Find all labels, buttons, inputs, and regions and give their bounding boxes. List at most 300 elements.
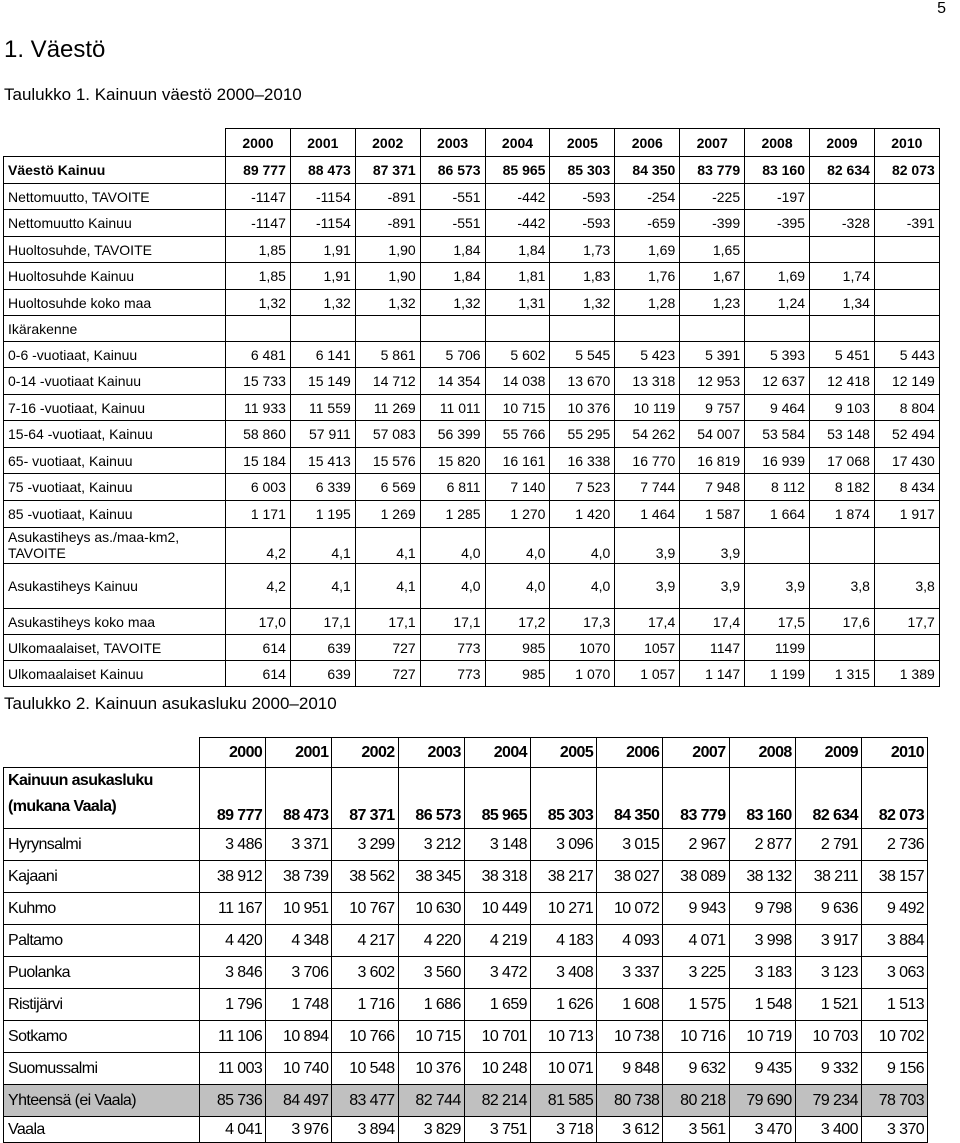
table-cell: 53 148 [810, 421, 875, 448]
row-label: 85 -vuotiaat, Kainuu [4, 501, 226, 528]
table-cell: 1 389 [874, 661, 939, 687]
year-header: 2005 [530, 738, 596, 768]
table-cell: 9 332 [795, 1053, 861, 1085]
table-cell: 17,0 [226, 609, 291, 635]
table-cell: 1,85 [226, 263, 291, 290]
table-cell: 4,1 [290, 528, 355, 564]
table-row [4, 635, 940, 661]
table-cell: 1 659 [464, 989, 530, 1021]
table-cell: 985 [485, 635, 550, 661]
table-cell: 16 770 [615, 448, 680, 474]
table-cell: 4 219 [464, 925, 530, 957]
table-cell: 10 703 [795, 1021, 861, 1053]
table-row [4, 474, 940, 501]
table-row [4, 989, 928, 1021]
row-label: 0-14 -vuotiaat Kainuu [4, 368, 226, 395]
table-cell: 3 212 [398, 829, 464, 861]
table-cell: 6 811 [420, 474, 485, 501]
table-cell: 3 884 [861, 925, 927, 957]
table-cell: 1,85 [226, 237, 291, 263]
table-cell [874, 528, 939, 564]
row-label: Väestö Kainuu [4, 157, 226, 184]
table-row [4, 1085, 928, 1117]
year-header: 2007 [663, 738, 729, 768]
table-cell: 773 [420, 661, 485, 687]
table-cell: 4,0 [420, 528, 485, 564]
table-cell: -551 [420, 210, 485, 237]
municipality-table [3, 737, 928, 1143]
table-cell: -254 [615, 184, 680, 210]
table-cell: 15 149 [290, 368, 355, 395]
table-cell: 10 738 [597, 1021, 663, 1053]
table-cell: 1 315 [810, 661, 875, 687]
year-header: 2005 [550, 129, 615, 157]
table-cell: 10 951 [266, 893, 332, 925]
row-label: Sotkamo [4, 1021, 200, 1053]
table-cell: 54 007 [680, 421, 745, 448]
table-cell: 17,1 [290, 609, 355, 635]
table-cell: 17,4 [615, 609, 680, 635]
table-cell: 10 630 [398, 893, 464, 925]
table-row [4, 528, 940, 564]
table-cell: 83 160 [745, 157, 810, 184]
table-cell: 1 199 [745, 661, 810, 687]
table-cell: 9 848 [597, 1053, 663, 1085]
table-cell: 10 715 [398, 1021, 464, 1053]
table-cell: 1 796 [200, 989, 266, 1021]
year-header: 2008 [745, 129, 810, 157]
table-cell: 1 587 [680, 501, 745, 528]
year-header: 2003 [398, 738, 464, 768]
table-cell: 11 011 [420, 395, 485, 421]
table-cell: 614 [226, 635, 291, 661]
table-cell: 52 494 [874, 421, 939, 448]
table-cell: 9 492 [861, 893, 927, 925]
population-table [3, 128, 940, 687]
table-cell: 11 933 [226, 395, 291, 421]
table-cell: 3 096 [530, 829, 596, 861]
year-header: 2000 [200, 738, 266, 768]
table-row [4, 1021, 928, 1053]
table-row [4, 263, 940, 290]
year-header: 2004 [485, 129, 550, 157]
table-cell [420, 316, 485, 342]
table-cell: 3,9 [680, 528, 745, 564]
table-cell: 1,67 [680, 263, 745, 290]
table-cell: 3 370 [861, 1117, 927, 1143]
table-cell: 88 473 [266, 768, 332, 829]
table-cell: 4,1 [355, 564, 420, 609]
table-cell: 4 220 [398, 925, 464, 957]
table-cell: 11 106 [200, 1021, 266, 1053]
table-cell [810, 316, 875, 342]
table-cell: 9 636 [795, 893, 861, 925]
table-cell: 15 184 [226, 448, 291, 474]
table-cell [680, 316, 745, 342]
table-cell: 639 [290, 661, 355, 687]
table-row [4, 237, 940, 263]
table-cell: 55 295 [550, 421, 615, 448]
table-row [4, 957, 928, 989]
table-cell: 57 911 [290, 421, 355, 448]
table-cell: 3 998 [729, 925, 795, 957]
table-cell: 1,69 [745, 263, 810, 290]
table-cell: 1 070 [550, 661, 615, 687]
table-cell [290, 316, 355, 342]
year-header: 2000 [226, 129, 291, 157]
table-cell: 7 744 [615, 474, 680, 501]
table-cell: 1 171 [226, 501, 291, 528]
table-cell: 3,8 [874, 564, 939, 609]
table-cell: 3 371 [266, 829, 332, 861]
year-header: 2004 [464, 738, 530, 768]
table-cell: 16 161 [485, 448, 550, 474]
table-cell: 17,5 [745, 609, 810, 635]
table-cell: 81 585 [530, 1085, 596, 1117]
table-cell: 1,81 [485, 263, 550, 290]
table-cell: 3,9 [615, 528, 680, 564]
table-cell: 17 068 [810, 448, 875, 474]
table-cell: 1199 [745, 635, 810, 661]
table-cell: 3 183 [729, 957, 795, 989]
table-cell: 15 733 [226, 368, 291, 395]
table-cell: 17,1 [420, 609, 485, 635]
table-row [4, 290, 940, 316]
row-label: Huoltosuhde koko maa [4, 290, 226, 316]
table-cell: 1 420 [550, 501, 615, 528]
table-cell: 9 943 [663, 893, 729, 925]
year-header: 2002 [355, 129, 420, 157]
table-cell: 38 211 [795, 861, 861, 893]
year-header: 2003 [420, 129, 485, 157]
table-cell: 82 073 [861, 768, 927, 829]
table-row [4, 501, 940, 528]
table-cell: 1147 [680, 635, 745, 661]
table-cell: -1147 [226, 210, 291, 237]
row-label: Nettomuutto, TAVOITE [4, 184, 226, 210]
page-number: 5 [937, 0, 946, 17]
table-cell: 1 285 [420, 501, 485, 528]
table-cell: 17,4 [680, 609, 745, 635]
table-row [4, 210, 940, 237]
table-row [4, 368, 940, 395]
table-cell: 87 371 [332, 768, 398, 829]
table-cell: 11 003 [200, 1053, 266, 1085]
table-cell: 58 860 [226, 421, 291, 448]
table-cell: 89 777 [226, 157, 291, 184]
table-cell: 1,32 [355, 290, 420, 316]
table-cell: -891 [355, 210, 420, 237]
table-cell [810, 237, 875, 263]
table-cell: 17 430 [874, 448, 939, 474]
table1-caption: Taulukko 1. Kainuun väestö 2000–2010 [4, 85, 302, 104]
table-cell: 11 559 [290, 395, 355, 421]
table2-corner-cell [4, 738, 200, 768]
table-cell: 1 521 [795, 989, 861, 1021]
table-cell: 3 846 [200, 957, 266, 989]
table-cell: 1 686 [398, 989, 464, 1021]
table-cell: 4 041 [200, 1117, 266, 1143]
table-cell: -399 [680, 210, 745, 237]
table-cell: 4,1 [290, 564, 355, 609]
table-cell: -442 [485, 210, 550, 237]
table-cell: 1 513 [861, 989, 927, 1021]
table-cell: 1,28 [615, 290, 680, 316]
table-cell: 1,74 [810, 263, 875, 290]
table-cell: 1057 [615, 635, 680, 661]
table-row [4, 925, 928, 957]
table-cell: 6 569 [355, 474, 420, 501]
table-cell: 10 248 [464, 1053, 530, 1085]
table-cell: 38 132 [729, 861, 795, 893]
table-row [4, 661, 940, 687]
table-cell: 15 413 [290, 448, 355, 474]
table-cell: 5 545 [550, 342, 615, 368]
table-cell: 1,32 [290, 290, 355, 316]
table-cell: 3 561 [663, 1117, 729, 1143]
row-label: Ulkomaalaiset Kainuu [4, 661, 226, 687]
table-cell: 80 218 [663, 1085, 729, 1117]
table-cell: 1070 [550, 635, 615, 661]
table-cell: 85 303 [550, 157, 615, 184]
table-row [4, 316, 940, 342]
table-cell [745, 237, 810, 263]
table-cell: 1,76 [615, 263, 680, 290]
row-label: Hyrynsalmi [4, 829, 200, 861]
table-cell: 9 798 [729, 893, 795, 925]
table-cell: 87 371 [355, 157, 420, 184]
table-cell: 38 318 [464, 861, 530, 893]
table-cell: 3 894 [332, 1117, 398, 1143]
table-cell: 9 103 [810, 395, 875, 421]
table-cell [874, 316, 939, 342]
table-cell: 10 740 [266, 1053, 332, 1085]
table-cell: 82 214 [464, 1085, 530, 1117]
table-cell: 1,32 [226, 290, 291, 316]
table-cell: 10 766 [332, 1021, 398, 1053]
table-cell: 8 182 [810, 474, 875, 501]
table-cell: 54 262 [615, 421, 680, 448]
table-cell: 1,32 [550, 290, 615, 316]
year-header: 2001 [266, 738, 332, 768]
table-cell: 16 939 [745, 448, 810, 474]
table-cell [615, 316, 680, 342]
table-cell [355, 316, 420, 342]
table-cell: 9 757 [680, 395, 745, 421]
table-cell: 3 408 [530, 957, 596, 989]
table-cell: 38 345 [398, 861, 464, 893]
row-label: Asukastiheys Kainuu [4, 564, 226, 609]
year-header: 2010 [874, 129, 939, 157]
table-cell: 3 472 [464, 957, 530, 989]
table-cell: 1 626 [530, 989, 596, 1021]
table-cell: 6 481 [226, 342, 291, 368]
table-row [4, 1053, 928, 1085]
year-header: 2010 [861, 738, 927, 768]
table-cell: 8 804 [874, 395, 939, 421]
row-label: Ristijärvi [4, 989, 200, 1021]
table-cell: 85 965 [464, 768, 530, 829]
table-cell: -593 [550, 210, 615, 237]
table-cell: 5 861 [355, 342, 420, 368]
table-row [4, 829, 928, 861]
table-cell: 6 141 [290, 342, 355, 368]
table-row [4, 342, 940, 368]
table-cell: 16 819 [680, 448, 745, 474]
row-label: 7-16 -vuotiaat, Kainuu [4, 395, 226, 421]
table-cell: 4,0 [485, 528, 550, 564]
table-cell: 3 486 [200, 829, 266, 861]
table-cell: 10 713 [530, 1021, 596, 1053]
table-cell: 3 299 [332, 829, 398, 861]
table-cell: 1,90 [355, 263, 420, 290]
table-cell: 3 148 [464, 829, 530, 861]
table-cell: 1 270 [485, 501, 550, 528]
row-label: Nettomuutto Kainuu [4, 210, 226, 237]
table-cell: 1,91 [290, 237, 355, 263]
row-label: Vaala [4, 1117, 200, 1143]
table-cell: 80 738 [597, 1085, 663, 1117]
table1-corner-cell [4, 129, 226, 157]
table-cell: 12 953 [680, 368, 745, 395]
table-cell: 1 575 [663, 989, 729, 1021]
table-cell: 10 548 [332, 1053, 398, 1085]
table-cell: 85 736 [200, 1085, 266, 1117]
table-row [4, 421, 940, 448]
table-cell: 985 [485, 661, 550, 687]
table-cell: 84 350 [597, 768, 663, 829]
table-cell: 56 399 [420, 421, 485, 448]
table-cell: 9 156 [861, 1053, 927, 1085]
table-cell: 8 434 [874, 474, 939, 501]
table-cell: 11 167 [200, 893, 266, 925]
table-cell: 86 573 [420, 157, 485, 184]
row-label: 65- vuotiaat, Kainuu [4, 448, 226, 474]
year-header: 2002 [332, 738, 398, 768]
row-label: Kuhmo [4, 893, 200, 925]
table-cell: 14 038 [485, 368, 550, 395]
table-cell [745, 316, 810, 342]
table-cell: 1,24 [745, 290, 810, 316]
table-cell: 38 027 [597, 861, 663, 893]
table-cell [874, 263, 939, 290]
row-label: Paltamo [4, 925, 200, 957]
table-cell: 10 715 [485, 395, 550, 421]
table-cell: 9 464 [745, 395, 810, 421]
table-cell [874, 184, 939, 210]
table-cell: 10 702 [861, 1021, 927, 1053]
table-cell: 3 337 [597, 957, 663, 989]
table-cell: 38 157 [861, 861, 927, 893]
table-cell: 1 195 [290, 501, 355, 528]
table-cell: 3 602 [332, 957, 398, 989]
table-cell [874, 237, 939, 263]
row-label: 0-6 -vuotiaat, Kainuu [4, 342, 226, 368]
table-cell: 1,31 [485, 290, 550, 316]
table-cell: 14 712 [355, 368, 420, 395]
table1-header-row [4, 129, 940, 157]
table-cell: 1,91 [290, 263, 355, 290]
table-cell: 2 791 [795, 829, 861, 861]
table-cell: 2 967 [663, 829, 729, 861]
table-cell: -1154 [290, 184, 355, 210]
table-cell: 17,3 [550, 609, 615, 635]
table-cell: 83 160 [729, 768, 795, 829]
row-label: Kainuun asukasluku (mukana Vaala) [4, 768, 200, 829]
table-cell: 55 766 [485, 421, 550, 448]
table-cell: 79 234 [795, 1085, 861, 1117]
table-cell: 1 057 [615, 661, 680, 687]
table-cell: 10 449 [464, 893, 530, 925]
table-cell: 1,83 [550, 263, 615, 290]
table-cell: 10 376 [550, 395, 615, 421]
table-cell: 17,7 [874, 609, 939, 635]
table-cell: 1 664 [745, 501, 810, 528]
table-cell [745, 528, 810, 564]
year-header: 2007 [680, 129, 745, 157]
table-cell: 1,84 [420, 263, 485, 290]
table-row [4, 157, 940, 184]
table-cell: 12 637 [745, 368, 810, 395]
table-cell: 1,73 [550, 237, 615, 263]
table-cell: 4 093 [597, 925, 663, 957]
table-cell: 10 719 [729, 1021, 795, 1053]
table-cell: 10 071 [530, 1053, 596, 1085]
table2-caption: Taulukko 2. Kainuun asukasluku 2000–2010 [4, 694, 337, 713]
table-cell: 4 420 [200, 925, 266, 957]
table-cell: 83 779 [663, 768, 729, 829]
table-cell: -659 [615, 210, 680, 237]
table-cell: 4 071 [663, 925, 729, 957]
table-cell [550, 316, 615, 342]
table-cell: 10 767 [332, 893, 398, 925]
table-cell: 12 149 [874, 368, 939, 395]
table-cell: 4,0 [420, 564, 485, 609]
row-label: Puolanka [4, 957, 200, 989]
table-cell: -328 [810, 210, 875, 237]
table-cell: 82 634 [810, 157, 875, 184]
table-row [4, 609, 940, 635]
year-header: 2009 [810, 129, 875, 157]
table-cell: 38 912 [200, 861, 266, 893]
table-cell: -225 [680, 184, 745, 210]
section-heading: 1. Väestö [4, 36, 106, 63]
table-cell: 2 736 [861, 829, 927, 861]
table-cell: 88 473 [290, 157, 355, 184]
table-cell: 3 612 [597, 1117, 663, 1143]
table-cell: 4,2 [226, 564, 291, 609]
table-cell: 82 634 [795, 768, 861, 829]
table2-header-row [4, 738, 928, 768]
table-cell: 10 376 [398, 1053, 464, 1085]
table-row [4, 184, 940, 210]
year-header: 2006 [615, 129, 680, 157]
table-cell: 614 [226, 661, 291, 687]
table-cell: 1 917 [874, 501, 939, 528]
table-cell: 3 470 [729, 1117, 795, 1143]
table-cell: 1 608 [597, 989, 663, 1021]
row-label: Suomussalmi [4, 1053, 200, 1085]
table-cell: -891 [355, 184, 420, 210]
row-label: 15-64 -vuotiaat, Kainuu [4, 421, 226, 448]
table-cell: 84 497 [266, 1085, 332, 1117]
table-cell: 9 435 [729, 1053, 795, 1085]
table-cell: 1 874 [810, 501, 875, 528]
row-label: Yhteensä (ei Vaala) [4, 1085, 200, 1117]
table-cell: 15 820 [420, 448, 485, 474]
table-row [4, 861, 928, 893]
table-cell: 4 217 [332, 925, 398, 957]
